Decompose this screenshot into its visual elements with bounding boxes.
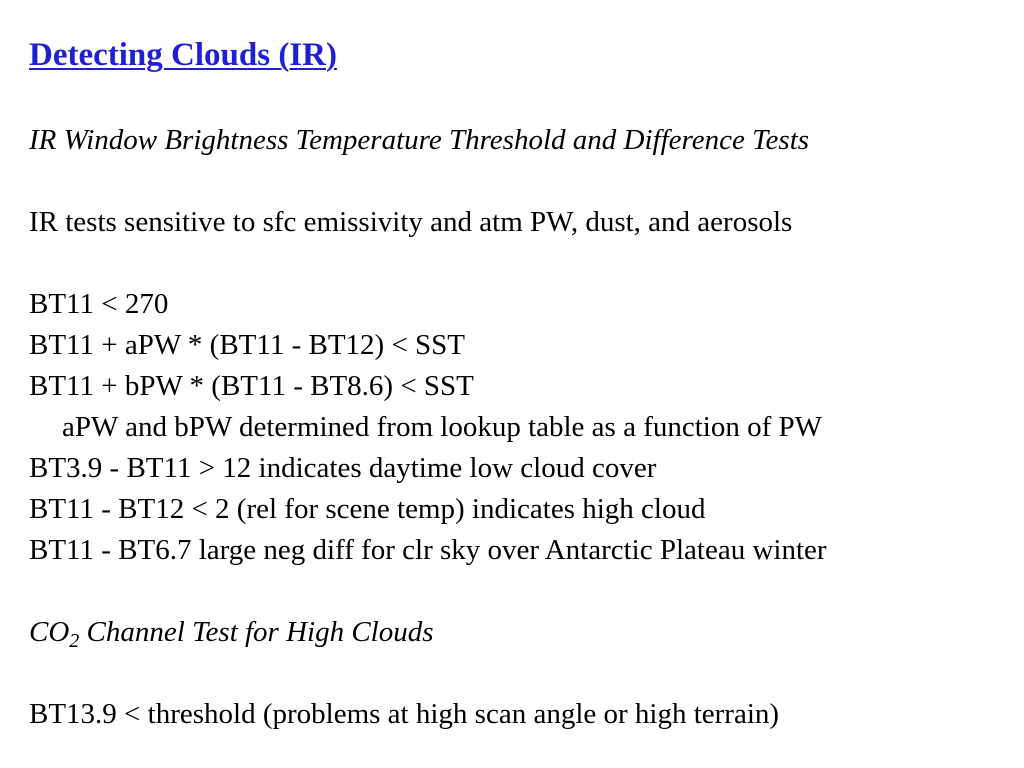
section-heading-ir-window: IR Window Brightness Temperature Threshold and Difference Tests (29, 124, 810, 156)
co2-subscript: 2 (69, 630, 80, 652)
test-line-apw: BT11 + aPW * (BT11 - BT12) < SST (29, 329, 466, 361)
test-line-bpw: BT11 + bPW * (BT11 - BT8.6) < SST (29, 370, 474, 402)
test-line-low-cloud: BT3.9 - BT11 > 12 indicates daytime low cloud cover (29, 452, 657, 484)
co2-heading-suffix: Channel Test for High Clouds (79, 616, 434, 648)
co2-prefix: CO (29, 616, 70, 648)
slide-title: Detecting Clouds (IR) (29, 37, 337, 73)
co2-test-line: BT13.9 < threshold (problems at high scan angle or high terrain) (29, 698, 780, 730)
test-line-bt11-threshold: BT11 < 270 (29, 288, 169, 320)
test-line-antarctic: BT11 - BT6.7 large neg diff for clr sky over Antarctic Plateau winter (29, 534, 827, 566)
section-heading-co2 (29, 615, 434, 652)
intro-text: IR tests sensitive to sfc emissivity and atm PW, dust, and aerosols (29, 206, 793, 238)
test-line-high-cloud: BT11 - BT12 < 2 (rel for scene temp) indicates high cloud (29, 493, 706, 525)
lookup-table-note: aPW and bPW determined from lookup table as a function of PW (62, 411, 823, 443)
